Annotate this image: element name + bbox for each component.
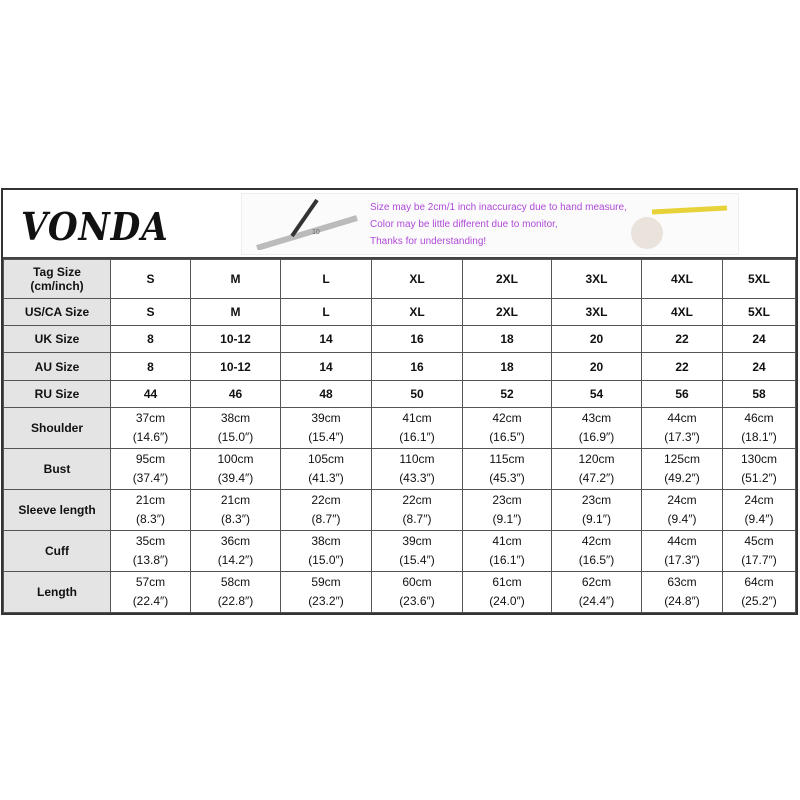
row-label: Sleeve length	[4, 490, 111, 531]
measure-cell	[552, 449, 642, 490]
measure-cell	[463, 490, 552, 531]
measure-cell	[642, 572, 723, 613]
cm-value: 22cm	[311, 493, 341, 507]
size-cell: 8	[111, 353, 191, 381]
size-row	[4, 353, 796, 381]
cm-value: 130cm	[740, 452, 778, 466]
size-cell: 10-12	[191, 353, 281, 381]
row-label: RU Size	[4, 381, 111, 408]
cm-value: 38cm	[220, 411, 251, 425]
cm-value: 39cm	[311, 411, 341, 425]
size-cell: 2XL	[463, 260, 552, 299]
measure-cell	[111, 572, 191, 613]
size-cell: 5XL	[723, 260, 796, 299]
measure-cell	[552, 531, 642, 572]
size-cell: 56	[642, 381, 723, 408]
cm-value: 39cm	[402, 534, 432, 548]
cm-value: 45cm	[744, 534, 774, 548]
row-label: AU Size	[4, 353, 111, 381]
size-cell: 16	[372, 353, 463, 381]
inch-value: (8.3″)	[221, 512, 250, 526]
row-label: Cuff	[4, 531, 111, 572]
size-cell: 24	[723, 326, 796, 353]
size-cell: 20	[552, 326, 642, 353]
cm-value: 43cm	[581, 411, 612, 425]
measure-cell	[191, 490, 281, 531]
inch-value: (15.4″)	[308, 430, 344, 444]
notice-line: Color may be little different due to monitor,	[370, 219, 558, 230]
size-row	[4, 326, 796, 353]
inch-value: (24.8″)	[664, 594, 700, 608]
measure-cell	[191, 408, 281, 449]
inch-value: (16.1″)	[399, 430, 435, 444]
row-label: Bust	[4, 449, 111, 490]
cm-value: 64cm	[744, 575, 774, 589]
measure-cell	[463, 449, 552, 490]
inch-value: (17.3″)	[664, 553, 700, 567]
inch-value: (18.1″)	[741, 430, 777, 444]
measure-cell	[372, 531, 463, 572]
cm-value: 63cm	[667, 575, 697, 589]
cm-value: 41cm	[492, 534, 522, 548]
measure-cell	[191, 531, 281, 572]
cm-value: 59cm	[311, 575, 341, 589]
cm-value: 42cm	[492, 411, 522, 425]
cm-value: 23cm	[581, 493, 612, 507]
measure-row	[4, 531, 796, 572]
brand-logo: VONDA	[21, 204, 169, 249]
measure-cell	[723, 490, 796, 531]
measure-row	[4, 490, 796, 531]
size-cell: 50	[372, 381, 463, 408]
inch-value: (43.3″)	[399, 471, 435, 485]
cm-value: 44cm	[667, 411, 697, 425]
size-cell: 54	[552, 381, 642, 408]
inch-value: (23.6″)	[399, 594, 435, 608]
inch-value: (45.3″)	[489, 471, 525, 485]
cm-value: 95cm	[135, 452, 166, 466]
measure-cell	[372, 449, 463, 490]
row-label: US/CA Size	[4, 299, 111, 326]
inch-value: (47.2″)	[578, 471, 615, 485]
inch-value: (16.5″)	[578, 553, 615, 567]
cm-value: 120cm	[578, 452, 615, 466]
inch-value: (8.3″)	[136, 512, 165, 526]
size-cell: XL	[372, 299, 463, 326]
measure-cell	[642, 408, 723, 449]
size-cell: 22	[642, 353, 723, 381]
size-chart	[1, 188, 798, 615]
cm-value: 58cm	[220, 575, 251, 589]
size-row	[4, 381, 796, 408]
size-cell: 48	[281, 381, 372, 408]
size-cell: 5XL	[723, 299, 796, 326]
inch-value: (8.7″)	[311, 512, 341, 526]
inch-value: (25.2″)	[741, 594, 777, 608]
inch-value: (16.9″)	[578, 430, 615, 444]
inch-value: (51.2″)	[741, 471, 777, 485]
size-table	[3, 259, 796, 613]
measure-cell	[723, 408, 796, 449]
row-label: Length	[4, 572, 111, 613]
measure-row	[4, 408, 796, 449]
cm-value: 62cm	[581, 575, 612, 589]
inch-value: (37.4″)	[132, 471, 169, 485]
notice-text	[370, 199, 627, 250]
inch-value: (22.4″)	[132, 594, 169, 608]
inch-value: (24.4″)	[578, 594, 615, 608]
measure-cell	[191, 449, 281, 490]
size-cell: 16	[372, 326, 463, 353]
size-cell: 58	[723, 381, 796, 408]
inch-value: (22.8″)	[217, 594, 254, 608]
size-cell: 18	[463, 326, 552, 353]
size-cell: 52	[463, 381, 552, 408]
cm-value: 21cm	[220, 493, 251, 507]
inch-value: (9.1″)	[492, 512, 522, 526]
cm-value: 23cm	[492, 493, 522, 507]
row-label: Tag Size (cm/inch)	[4, 260, 111, 299]
inch-value: (15.0″)	[308, 553, 344, 567]
size-cell: 18	[463, 353, 552, 381]
size-cell: L	[281, 260, 372, 299]
size-cell: XL	[372, 260, 463, 299]
cm-value: 41cm	[402, 411, 432, 425]
svg-text:10: 10	[312, 229, 320, 236]
measure-cell	[281, 449, 372, 490]
measure-cell	[642, 490, 723, 531]
size-cell: 4XL	[642, 299, 723, 326]
notice-banner	[241, 193, 739, 255]
size-cell: 24	[723, 353, 796, 381]
size-cell: 14	[281, 353, 372, 381]
measure-cell	[111, 490, 191, 531]
inch-value: (41.3″)	[308, 471, 344, 485]
inch-value: (9.4″)	[667, 512, 697, 526]
size-cell: 2XL	[463, 299, 552, 326]
size-row	[4, 299, 796, 326]
size-cell: 14	[281, 326, 372, 353]
inch-value: (9.4″)	[744, 512, 774, 526]
pen-ruler-icon	[252, 198, 362, 250]
inch-value: (16.1″)	[489, 553, 525, 567]
size-cell: 22	[642, 326, 723, 353]
row-label: Shoulder	[4, 408, 111, 449]
inch-value: (24.0″)	[489, 594, 525, 608]
cm-value: 22cm	[402, 493, 432, 507]
measure-cell	[111, 408, 191, 449]
inch-value: (14.6″)	[132, 430, 169, 444]
measure-cell	[372, 572, 463, 613]
measure-cell	[552, 490, 642, 531]
inch-value: (17.3″)	[664, 430, 700, 444]
cm-value: 21cm	[135, 493, 166, 507]
measure-cell	[463, 531, 552, 572]
notice-line: Size may be 2cm/1 inch inaccuracy due to hand measure,	[370, 202, 627, 213]
inch-value: (9.1″)	[582, 512, 611, 526]
size-cell: 10-12	[191, 326, 281, 353]
size-cell: S	[111, 260, 191, 299]
measure-cell	[642, 531, 723, 572]
measure-cell	[281, 408, 372, 449]
inch-value: (8.7″)	[402, 512, 432, 526]
size-cell: M	[191, 299, 281, 326]
inch-value: (17.7″)	[741, 553, 777, 567]
size-cell: 20	[552, 353, 642, 381]
inch-value: (16.5″)	[489, 430, 525, 444]
size-row	[4, 260, 796, 299]
cm-value: 42cm	[581, 534, 612, 548]
cm-value: 100cm	[217, 452, 254, 466]
measure-cell	[111, 449, 191, 490]
inch-value: (39.4″)	[217, 471, 254, 485]
inch-value: (15.4″)	[399, 553, 435, 567]
cm-value: 44cm	[667, 534, 697, 548]
inch-value: (23.2″)	[308, 594, 344, 608]
cm-value: 24cm	[744, 493, 774, 507]
cm-value: 61cm	[492, 575, 522, 589]
measure-row	[4, 449, 796, 490]
size-cell: M	[191, 260, 281, 299]
measure-row	[4, 572, 796, 613]
cm-value: 36cm	[220, 534, 251, 548]
measure-cell	[372, 490, 463, 531]
cm-value: 115cm	[489, 452, 525, 466]
cm-value: 46cm	[744, 411, 774, 425]
size-cell: 4XL	[642, 260, 723, 299]
measure-cell	[463, 572, 552, 613]
cm-value: 125cm	[663, 452, 701, 466]
measure-cell	[642, 449, 723, 490]
measure-cell	[723, 449, 796, 490]
measure-cell	[463, 408, 552, 449]
measure-cell	[281, 572, 372, 613]
measure-cell	[281, 490, 372, 531]
size-cell: 8	[111, 326, 191, 353]
measure-cell	[191, 572, 281, 613]
hand-measuring-tape-icon	[622, 198, 732, 250]
row-label: UK Size	[4, 326, 111, 353]
inch-value: (15.0″)	[217, 430, 254, 444]
cm-value: 57cm	[135, 575, 166, 589]
size-cell: 44	[111, 381, 191, 408]
inch-value: (13.8″)	[132, 553, 169, 567]
measure-cell	[723, 531, 796, 572]
size-cell: L	[281, 299, 372, 326]
cm-value: 105cm	[307, 452, 345, 466]
cm-value: 38cm	[311, 534, 341, 548]
cm-value: 35cm	[135, 534, 166, 548]
size-cell: 46	[191, 381, 281, 408]
measure-cell	[111, 531, 191, 572]
measure-cell	[552, 408, 642, 449]
size-cell: S	[111, 299, 191, 326]
measure-cell	[552, 572, 642, 613]
cm-value: 24cm	[667, 493, 697, 507]
cm-value: 60cm	[402, 575, 432, 589]
inch-value: (49.2″)	[664, 471, 700, 485]
cm-value: 110cm	[399, 452, 435, 466]
measure-cell	[723, 572, 796, 613]
measure-cell	[372, 408, 463, 449]
cm-value: 37cm	[135, 411, 166, 425]
size-cell: 3XL	[552, 299, 642, 326]
notice-line: Thanks for understanding!	[370, 236, 487, 247]
measure-cell	[281, 531, 372, 572]
chart-header	[3, 190, 796, 259]
inch-value: (14.2″)	[217, 553, 254, 567]
size-cell: 3XL	[552, 260, 642, 299]
